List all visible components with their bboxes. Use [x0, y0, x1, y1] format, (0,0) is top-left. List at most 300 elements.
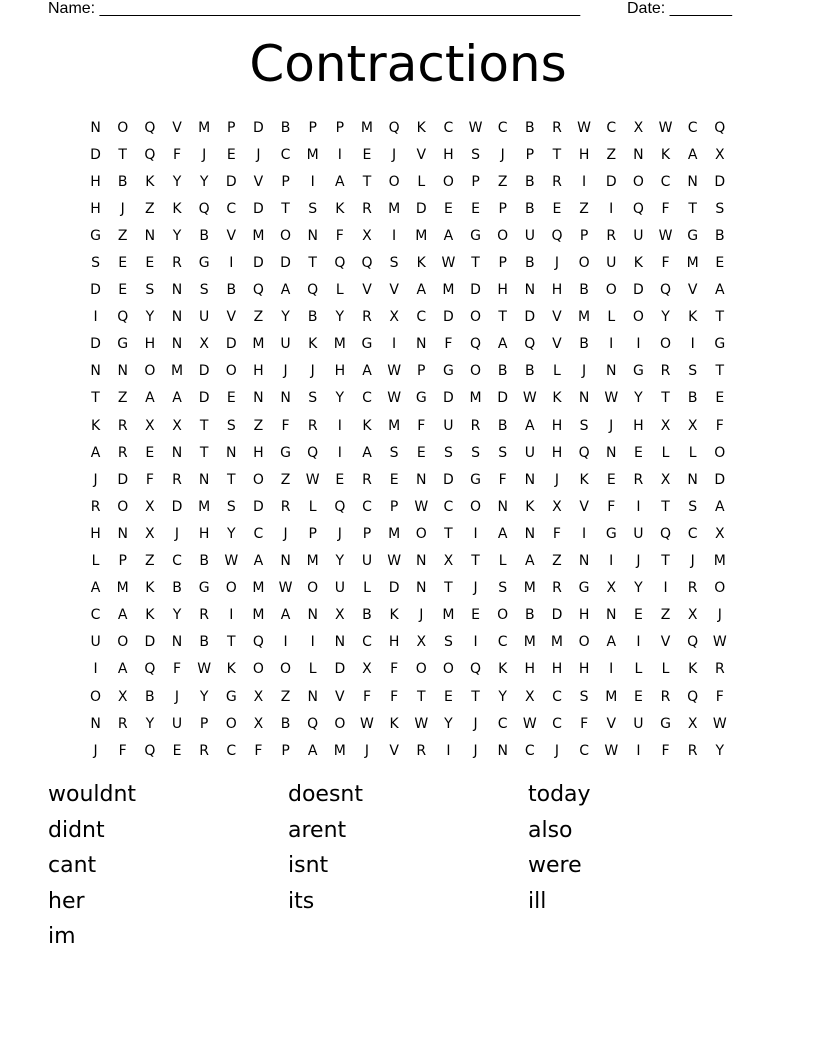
- grid-letter: N: [253, 390, 264, 407]
- grid-letter: W: [441, 255, 456, 272]
- grid-letter: W: [387, 363, 402, 380]
- grid-letter: W: [522, 715, 537, 732]
- grid-letter: Q: [470, 336, 482, 353]
- grid-letter: P: [199, 715, 209, 732]
- grid-letter: T: [471, 688, 480, 705]
- grid-letter: Y: [145, 715, 155, 732]
- grid-letter: A: [335, 173, 345, 190]
- word-list-item: arent: [288, 817, 347, 843]
- grid-letter: X: [145, 498, 155, 515]
- grid-letter: X: [389, 309, 399, 326]
- grid-letter: D: [198, 390, 210, 407]
- grid-letter: U: [633, 715, 644, 732]
- grid-letter: K: [90, 417, 101, 434]
- grid-letter: N: [117, 525, 128, 542]
- grid-letter: O: [117, 119, 129, 136]
- grid-letter: V: [389, 742, 399, 759]
- grid-letter: A: [362, 363, 372, 380]
- grid-letter: L: [363, 580, 371, 597]
- grid-letter: H: [90, 173, 101, 190]
- grid-letter: K: [579, 471, 589, 488]
- grid-letter: D: [714, 173, 726, 190]
- grid-letter: D: [253, 200, 264, 217]
- grid-letter: A: [253, 553, 264, 570]
- grid-letter: B: [525, 200, 535, 217]
- word-list-item: were: [528, 853, 582, 878]
- grid-letter: V: [687, 282, 698, 299]
- grid-letter: N: [171, 336, 183, 353]
- grid-letter: U: [443, 417, 454, 434]
- grid-letter: C: [660, 173, 671, 190]
- grid-letter: X: [715, 525, 725, 542]
- grid-row: [82, 412, 734, 439]
- grid-letter: S: [688, 498, 698, 515]
- grid-letter: S: [91, 255, 101, 272]
- grid-letter: I: [582, 525, 587, 542]
- grid-letter: B: [525, 119, 535, 136]
- grid-letter: E: [335, 471, 345, 488]
- grid-letter: W: [414, 498, 429, 515]
- grid-letter: Z: [660, 607, 671, 624]
- grid-letter: R: [117, 715, 128, 732]
- grid-letter: D: [443, 471, 454, 488]
- grid-letter: K: [552, 390, 562, 407]
- grid-letter: L: [688, 444, 697, 461]
- grid-letter: H: [253, 444, 264, 461]
- grid-letter: X: [253, 688, 264, 705]
- grid-letter: F: [281, 417, 290, 434]
- grid-letter: H: [388, 634, 400, 651]
- grid-letter: S: [308, 390, 318, 407]
- grid-letter: S: [308, 200, 318, 217]
- grid-letter: S: [226, 498, 236, 515]
- grid-letter: A: [280, 282, 291, 299]
- grid-letter: M: [388, 525, 401, 542]
- grid-letter: H: [578, 146, 590, 163]
- grid-letter: C: [90, 607, 101, 624]
- grid-letter: E: [633, 607, 643, 624]
- grid-letter: E: [416, 444, 426, 461]
- grid-letter: N: [524, 282, 536, 299]
- grid-letter: B: [280, 119, 291, 136]
- grid-letter: N: [198, 471, 210, 488]
- grid-letter: D: [90, 146, 101, 163]
- grid-letter: N: [90, 119, 101, 136]
- grid-letter: A: [606, 634, 617, 651]
- grid-letter: F: [444, 336, 453, 353]
- grid-letter: E: [552, 200, 562, 217]
- grid-letter: S: [471, 146, 480, 163]
- grid-letter: P: [308, 119, 317, 136]
- grid-letter: P: [281, 173, 290, 190]
- grid-letter: Q: [334, 498, 346, 515]
- grid-letter: N: [524, 471, 536, 488]
- word-list-item: also: [528, 817, 573, 843]
- grid-letter: N: [416, 336, 427, 353]
- grid-letter: Y: [226, 525, 236, 542]
- grid-letter: L: [661, 661, 670, 678]
- grid-letter: K: [660, 146, 671, 163]
- grid-letter: A: [443, 227, 454, 244]
- grid-letter: U: [633, 525, 644, 542]
- grid-letter: C: [687, 119, 698, 136]
- grid-letter: C: [552, 688, 562, 705]
- grid-letter: E: [715, 255, 725, 272]
- grid-letter: Z: [606, 146, 617, 163]
- grid-letter: Q: [198, 200, 210, 217]
- grid-letter: I: [337, 444, 342, 461]
- grid-letter: G: [415, 390, 427, 407]
- grid-letter: G: [280, 444, 291, 461]
- grid-letter: E: [443, 200, 453, 217]
- grid-letter: Y: [335, 553, 345, 570]
- grid-letter: O: [470, 498, 482, 515]
- word-list-item: her: [48, 888, 85, 914]
- grid-letter: J: [364, 742, 370, 759]
- page-title: Contractions: [249, 35, 567, 93]
- grid-letter: J: [174, 525, 180, 542]
- grid-letter: R: [633, 471, 644, 488]
- grid-letter: B: [579, 336, 589, 353]
- grid-letter: N: [578, 553, 590, 570]
- grid-letter: V: [226, 227, 237, 244]
- grid-letter: K: [389, 607, 399, 624]
- grid-letter: F: [145, 471, 154, 488]
- grid-letter: S: [715, 200, 725, 217]
- grid-letter: O: [388, 173, 400, 190]
- grid-letter: G: [225, 688, 237, 705]
- grid-letter: Q: [252, 282, 264, 299]
- grid-letter: H: [253, 363, 264, 380]
- grid-letter: F: [661, 255, 670, 272]
- grid-letter: C: [497, 634, 508, 651]
- grid-letter: E: [145, 444, 155, 461]
- grid-letter: Y: [145, 309, 155, 326]
- grid-letter: Q: [524, 336, 536, 353]
- grid-letter: H: [90, 525, 101, 542]
- grid-letter: I: [609, 553, 614, 570]
- word-list-item: wouldnt: [48, 782, 137, 807]
- grid-letter: C: [280, 146, 291, 163]
- grid-letter: K: [226, 661, 236, 678]
- grid-letter: T: [471, 553, 480, 570]
- grid-letter: J: [554, 742, 560, 759]
- grid-letter: N: [497, 498, 508, 515]
- grid-letter: P: [308, 525, 317, 542]
- grid-letter: Z: [117, 390, 128, 407]
- grid-letter: T: [661, 553, 670, 570]
- grid-letter: U: [171, 715, 183, 732]
- grid-letter: N: [416, 580, 427, 597]
- grid-letter: M: [388, 417, 401, 434]
- grid-letter: D: [524, 309, 536, 326]
- grid-letter: X: [525, 688, 535, 705]
- word-list-item: doesnt: [288, 782, 363, 807]
- grid-letter: Q: [660, 282, 672, 299]
- grid-letter: U: [524, 227, 535, 244]
- grid-letter: F: [172, 146, 182, 163]
- grid-letter: D: [280, 255, 291, 272]
- grid-letter: R: [172, 255, 182, 272]
- grid-letter: X: [253, 715, 264, 732]
- word-list-item: its: [288, 888, 315, 914]
- grid-letter: J: [554, 255, 560, 272]
- grid-letter: K: [525, 498, 535, 515]
- grid-letter: D: [171, 498, 183, 515]
- grid-letter: L: [308, 498, 317, 515]
- grid-letter: H: [443, 146, 454, 163]
- grid-letter: J: [690, 553, 695, 570]
- grid-letter: Q: [714, 119, 726, 136]
- grid-letter: J: [473, 580, 478, 597]
- grid-letter: X: [172, 417, 182, 434]
- grid-letter: O: [415, 661, 427, 678]
- grid-letter: V: [606, 715, 617, 732]
- grid-letter: Y: [335, 309, 345, 326]
- grid-letter: I: [636, 634, 641, 651]
- grid-letter: Q: [551, 227, 563, 244]
- grid-letter: M: [523, 634, 536, 651]
- grid-letter: I: [663, 580, 668, 597]
- grid-letter: Y: [661, 309, 670, 326]
- grid-letter: S: [443, 444, 453, 461]
- grid-letter: Q: [252, 634, 264, 651]
- grid-letter: D: [117, 471, 129, 488]
- grid-letter: B: [117, 173, 128, 190]
- date-label: Date: _______: [627, 0, 732, 17]
- grid-letter: K: [145, 580, 155, 597]
- grid-letter: V: [362, 282, 372, 299]
- grid-letter: U: [199, 309, 210, 326]
- grid-letter: A: [172, 390, 182, 407]
- grid-letter: A: [90, 580, 101, 597]
- grid-letter: H: [551, 444, 563, 461]
- grid-letter: E: [226, 390, 236, 407]
- grid-letter: V: [172, 119, 182, 136]
- grid-letter: O: [442, 661, 454, 678]
- grid-letter: R: [90, 498, 101, 515]
- grid-letter: I: [229, 607, 234, 624]
- grid-letter: F: [607, 498, 616, 515]
- grid-letter: J: [174, 688, 180, 705]
- grid-letter: Q: [117, 309, 129, 326]
- grid-letter: V: [552, 309, 562, 326]
- grid-row: [82, 114, 734, 141]
- grid-letter: A: [497, 525, 508, 542]
- grid-letter: L: [607, 309, 616, 326]
- grid-letter: W: [712, 634, 727, 651]
- grid-letter: F: [254, 742, 263, 759]
- grid-letter: H: [578, 607, 590, 624]
- grid-letter: K: [145, 607, 155, 624]
- grid-letter: I: [690, 336, 695, 353]
- grid-letter: C: [226, 200, 237, 217]
- grid-letter: P: [227, 119, 236, 136]
- grid-letter: P: [525, 146, 535, 163]
- grid-letter: J: [283, 363, 288, 380]
- grid-letter: O: [714, 444, 726, 461]
- grid-letter: A: [687, 146, 698, 163]
- grid-letter: N: [90, 715, 101, 732]
- grid-letter: Q: [470, 661, 482, 678]
- grid-letter: L: [634, 661, 643, 678]
- grid-letter: O: [470, 309, 482, 326]
- grid-letter: G: [361, 336, 373, 353]
- grid-letter: S: [579, 688, 589, 705]
- grid-letter: G: [632, 363, 644, 380]
- grid-letter: R: [362, 471, 372, 488]
- grid-letter: C: [579, 742, 589, 759]
- grid-letter: O: [225, 715, 237, 732]
- grid-letter: H: [551, 417, 563, 434]
- grid-letter: V: [660, 634, 671, 651]
- grid-letter: H: [524, 661, 536, 678]
- grid-letter: D: [334, 661, 346, 678]
- grid-letter: F: [172, 661, 182, 678]
- grid-letter: D: [90, 282, 101, 299]
- grid-letter: Z: [145, 553, 155, 570]
- grid-letter: W: [305, 471, 320, 488]
- grid-letter: A: [117, 661, 128, 678]
- grid-letter: G: [578, 580, 590, 597]
- grid-letter: J: [419, 607, 424, 624]
- grid-letter: M: [442, 607, 455, 624]
- grid-letter: N: [606, 363, 617, 380]
- grid-letter: N: [307, 607, 318, 624]
- grid-letter: M: [469, 390, 482, 407]
- grid-letter: J: [717, 607, 722, 624]
- grid-letter: J: [582, 363, 587, 380]
- grid-row: [82, 575, 734, 602]
- grid-letter: D: [90, 336, 101, 353]
- grid-letter: U: [90, 634, 101, 651]
- word-list-item: ill: [528, 888, 547, 914]
- word-search-grid: [82, 114, 734, 764]
- grid-letter: D: [605, 173, 617, 190]
- grid-letter: O: [497, 607, 509, 624]
- word-list-item: cant: [48, 853, 97, 878]
- grid-letter: W: [360, 715, 374, 732]
- grid-letter: V: [335, 688, 345, 705]
- grid-letter: O: [714, 580, 726, 597]
- grid-letter: R: [606, 227, 617, 244]
- grid-letter: C: [524, 742, 535, 759]
- grid-letter: N: [687, 173, 698, 190]
- grid-letter: K: [416, 119, 426, 136]
- grid-letter: N: [171, 444, 183, 461]
- grid-letter: O: [280, 227, 292, 244]
- grid-letter: M: [415, 227, 428, 244]
- grid-letter: N: [280, 553, 291, 570]
- grid-letter: N: [226, 444, 237, 461]
- grid-letter: J: [256, 146, 261, 163]
- header: [48, 0, 748, 20]
- grid-letter: J: [500, 146, 505, 163]
- word-list-item: isnt: [288, 853, 329, 878]
- grid-letter: P: [471, 173, 480, 190]
- grid-letter: P: [118, 553, 127, 570]
- grid-letter: N: [497, 742, 508, 759]
- grid-letter: G: [90, 227, 101, 244]
- grid-row: [82, 548, 734, 575]
- grid-letter: B: [145, 688, 155, 705]
- grid-letter: T: [416, 688, 426, 705]
- grid-letter: N: [578, 390, 590, 407]
- grid-letter: T: [118, 146, 127, 163]
- grid-letter: V: [389, 282, 399, 299]
- grid-letter: F: [390, 688, 399, 705]
- grid-letter: Q: [307, 282, 319, 299]
- grid-letter: O: [470, 363, 482, 380]
- grid-letter: Y: [715, 742, 725, 759]
- grid-letter: D: [415, 200, 427, 217]
- grid-letter: E: [443, 688, 453, 705]
- grid-letter: P: [417, 363, 426, 380]
- grid-letter: T: [715, 309, 725, 326]
- grid-letter: B: [497, 363, 508, 380]
- grid-letter: S: [389, 444, 399, 461]
- grid-letter: O: [605, 282, 617, 299]
- grid-letter: T: [498, 309, 507, 326]
- grid-letter: P: [335, 119, 345, 136]
- grid-letter: W: [414, 715, 429, 732]
- grid-row: [82, 656, 734, 683]
- grid-letter: W: [197, 661, 212, 678]
- grid-letter: N: [144, 227, 156, 244]
- grid-letter: K: [498, 661, 508, 678]
- grid-letter: R: [416, 742, 427, 759]
- grid-letter: D: [632, 282, 644, 299]
- grid-letter: F: [715, 417, 724, 434]
- grid-letter: K: [688, 661, 698, 678]
- grid-letter: R: [552, 580, 562, 597]
- grid-letter: X: [362, 227, 372, 244]
- grid-letter: Y: [199, 173, 209, 190]
- grid-letter: R: [117, 444, 128, 461]
- grid-letter: U: [334, 580, 345, 597]
- grid-letter: T: [199, 417, 209, 434]
- grid-letter: U: [606, 255, 617, 272]
- grid-letter: K: [308, 336, 318, 353]
- grid-row: [82, 168, 734, 195]
- grid-letter: E: [471, 607, 480, 624]
- grid-letter: A: [416, 282, 427, 299]
- grid-letter: M: [442, 282, 455, 299]
- grid-letter: J: [337, 525, 342, 542]
- grid-letter: X: [443, 553, 454, 570]
- grid-letter: G: [117, 336, 129, 353]
- grid-letter: E: [362, 146, 372, 163]
- grid-row: [82, 439, 734, 466]
- grid-letter: Y: [281, 309, 290, 326]
- grid-row: [82, 629, 734, 656]
- grid-letter: O: [252, 471, 264, 488]
- grid-letter: T: [199, 444, 209, 461]
- grid-letter: B: [525, 255, 535, 272]
- word-list-item: im: [48, 924, 76, 949]
- grid-letter: M: [550, 634, 563, 651]
- grid-letter: R: [660, 688, 671, 705]
- grid-letter: H: [633, 417, 644, 434]
- grid-row: [82, 385, 734, 412]
- grid-letter: A: [715, 498, 725, 515]
- grid-letter: R: [117, 417, 128, 434]
- grid-letter: E: [389, 471, 399, 488]
- grid-letter: O: [578, 255, 590, 272]
- grid-letter: W: [604, 390, 619, 407]
- grid-letter: N: [524, 525, 536, 542]
- grid-letter: K: [389, 715, 399, 732]
